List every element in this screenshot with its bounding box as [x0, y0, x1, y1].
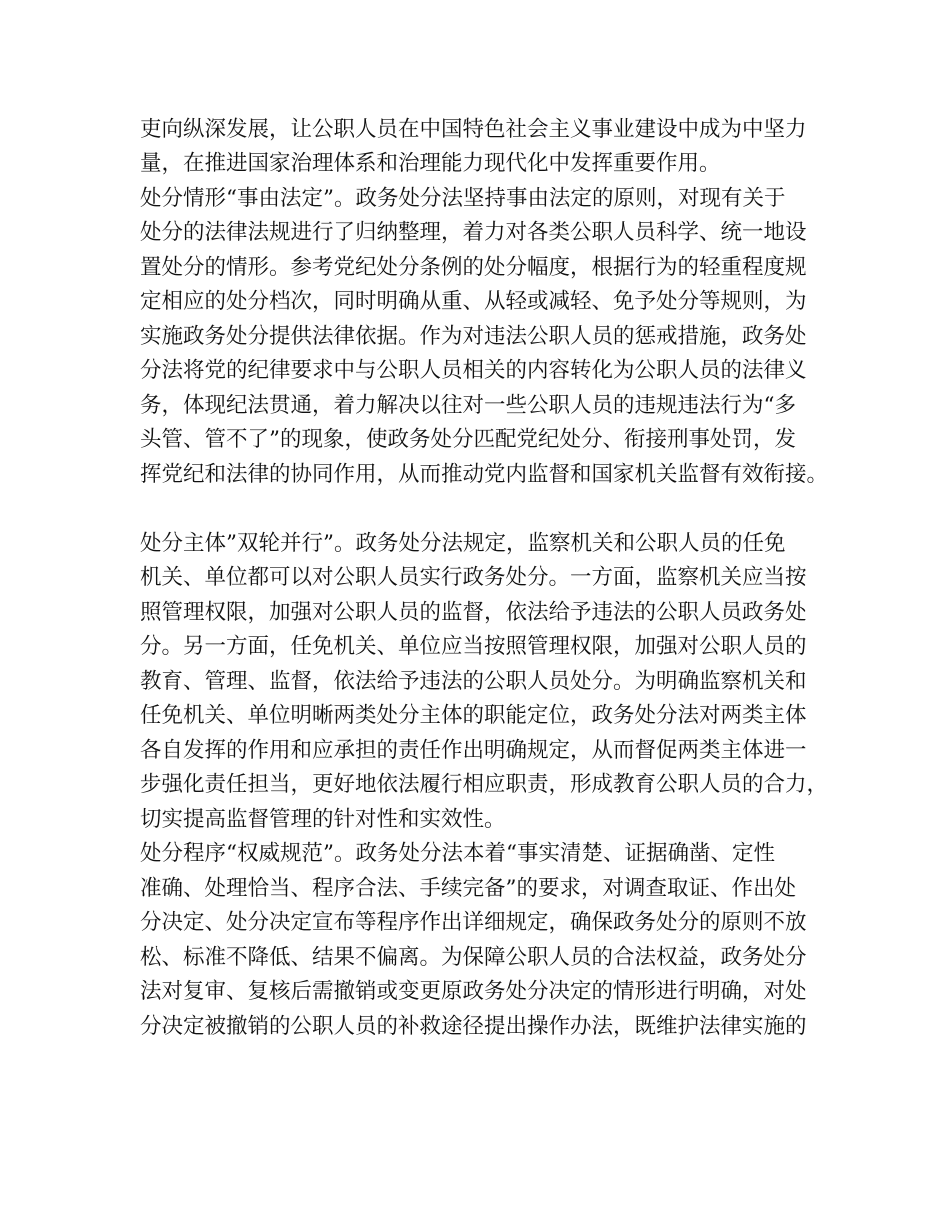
text-line: 吏向纵深发展，让公职人员在中国特色社会主义事业建设中成为中坚力	[140, 117, 807, 142]
text-line: 量，在推进国家治理体系和治理能力现代化中发挥重要作用。	[140, 151, 721, 176]
text-line: 处分主体”双轮并行”。政务处分法规定，监察机关和公职人员的任免	[140, 531, 786, 556]
text-line: 教育、管理、监督，依法给予违法的公职人员处分。为明确监察机关和	[140, 669, 807, 694]
text-line: 处分的法律法规进行了归纳整理，着力对各类公职人员科学、统一地设	[140, 220, 807, 245]
text-line: 分决定被撤销的公职人员的补救途径提出操作办法，既维护法律实施的	[140, 1014, 807, 1039]
text-line: 头管、管不了”的现象，使政务处分匹配党纪处分、衔接刑事处罚，发	[140, 427, 796, 452]
text-line: 各自发挥的作用和应承担的责任作出明确规定，从而督促两类主体进一	[140, 738, 807, 763]
text-line: 任免机关、单位明晰两类处分主体的职能定位，政务处分法对两类主体	[140, 703, 807, 728]
text-line: 分决定、处分决定宣布等程序作出详细规定，确保政务处分的原则不放	[140, 910, 807, 935]
text-line: 处分情形“事由法定”。政务处分法坚持事由法定的原则，对现有关于	[140, 186, 786, 211]
text-line: 法对复审、复核后需撤销或变更原政务处分决定的情形进行明确，对处	[140, 979, 807, 1004]
text-line: 松、标准不降低、结果不偏离。为保障公职人员的合法权益，政务处分	[140, 945, 807, 970]
text-line: 处分程序“权威规范”。政务处分法本着“事实清楚、证据确凿、定性	[140, 841, 775, 866]
text-line: 分法将党的纪律要求中与公职人员相关的内容转化为公职人员的法律义	[140, 358, 807, 383]
text-line: 机关、单位都可以对公职人员实行政务处分。一方面，监察机关应当按	[140, 565, 807, 590]
text-line: 挥党纪和法律的协同作用，从而推动党内监督和国家机关监督有效衔接。	[140, 462, 829, 487]
text-line: 步强化责任担当，更好地依法履行相应职责，形成教育公职人员的合力，	[140, 772, 829, 797]
text-line: 切实提高监督管理的针对性和实效性。	[140, 807, 506, 832]
text-line: 置处分的情形。参考党纪处分条例的处分幅度，根据行为的轻重程度规	[140, 255, 807, 280]
text-line: 准确、处理恰当、程序合法、手续完备”的要求，对调查取证、作出处	[140, 876, 796, 901]
text-line: 务，体现纪法贯通，着力解决以往对一些公职人员的违规违法行为“多	[140, 393, 796, 418]
text-line: 照管理权限，加强对公职人员的监督，依法给予违法的公职人员政务处	[140, 600, 807, 625]
text-line: 定相应的处分档次，同时明确从重、从轻或减轻、免予处分等规则，为	[140, 289, 807, 314]
text-line: 实施政务处分提供法律依据。作为对违法公职人员的惩戒措施，政务处	[140, 324, 807, 349]
text-line: 分。另一方面，任免机关、单位应当按照管理权限，加强对公职人员的	[140, 634, 807, 659]
